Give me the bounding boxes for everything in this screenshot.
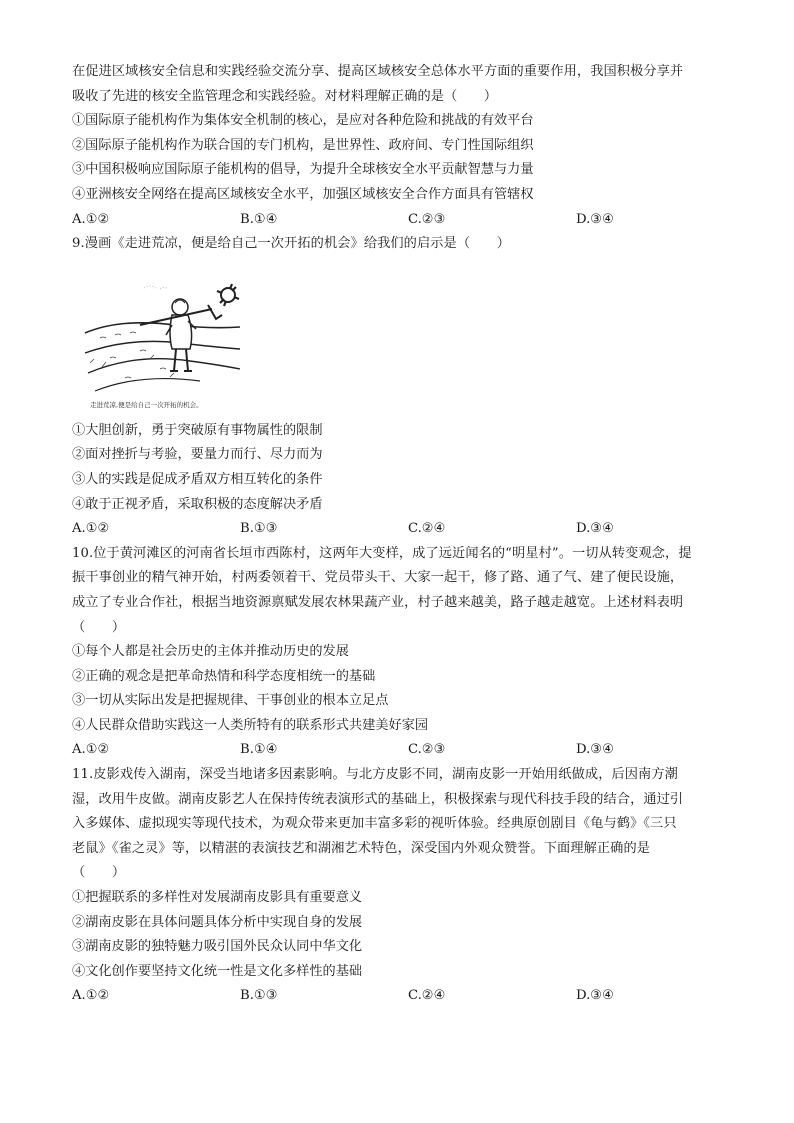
question-11-option: ①把握联系的多样性对发展湖南皮影具有重要意义 xyxy=(72,890,363,906)
question-10 xyxy=(72,542,724,763)
sun-icon xyxy=(217,284,239,306)
question-9-option: ②面对挫折与考验，要量力而行、尽力而为 xyxy=(72,447,323,463)
choice-c: C.②④ xyxy=(408,521,446,537)
question-9-option: ③人的实践是促成矛盾双方相互转化的条件 xyxy=(72,471,323,487)
question-8-choices xyxy=(72,208,724,233)
question-10-stem-line: （ ） xyxy=(72,619,126,635)
question-9-choices xyxy=(72,517,724,542)
choice-b: B.①④ xyxy=(240,211,278,227)
question-10-option: ①每个人都是社会历史的主体并推动历史的发展 xyxy=(72,644,349,660)
choice-d: D.③④ xyxy=(576,988,614,1004)
question-8-option: ①国际原子能机构作为集体安全机制的核心，是应对各种危险和挑战的有效平台 xyxy=(72,113,534,129)
question-8-option: ③中国积极响应国际原子能机构的倡导，为提升全球核安全水平贡献智慧与力量 xyxy=(72,162,534,178)
question-11-option: ④文化创作要坚持文化统一性是文化多样性的基础 xyxy=(72,963,363,979)
question-9 xyxy=(72,232,724,542)
exam-page xyxy=(72,60,724,1009)
question-11-stem-line: （ ） xyxy=(72,865,126,881)
choice-a: A.①② xyxy=(72,521,110,537)
choice-b: B.①③ xyxy=(240,988,278,1004)
question-11-stem-line: 湿，改用牛皮做。湖南皮影艺人在保持传统表演形式的基础上，积极探索与现代科技手段的结合，通过引 xyxy=(72,791,684,807)
question-11-option: ③湖南皮影的独特魅力吸引国外民众认同中华文化 xyxy=(72,939,363,955)
question-9-stem-line: 9.漫画《走进荒凉，便是给自己一次开拓的机会》给我们的启示是（ ） xyxy=(72,236,510,252)
question-11-choices xyxy=(72,984,724,1009)
question-8-option: ④亚洲核安全网络在提高区域核安全水平，加强区域核安全合作方面具有管辖权 xyxy=(72,186,534,202)
question-8 xyxy=(72,60,724,232)
question-9-option: ①大胆创新，勇于突破原有事物属性的限制 xyxy=(72,422,323,438)
question-10-option: ②正确的观念是把革命热情和科学态度相统一的基础 xyxy=(72,668,376,684)
choice-c: C.②③ xyxy=(408,211,446,227)
question-11 xyxy=(72,763,724,1009)
question-11-stem-line: 入多媒体、虚拟现实等现代技术，为观众带来更加丰富多彩的视听体验。经典原创剧目《龟与鹤》《三只 xyxy=(72,816,677,832)
question-8-stem-line: 吸收了先进的核安全监管理念和实践经验。对材料理解正确的是（ ） xyxy=(72,88,498,104)
question-10-stem-line: 10.位于黄河滩区的河南省长垣市西陈村，这两年大变样，成了远近闻名的“明星村”。一切从转变观念，提 xyxy=(72,545,692,561)
question-10-stem-line: 成立了专业合作社，根据当地资源禀赋发展农林果蔬产业，村子越来越美，路子越走越宽。上述材料表明 xyxy=(72,594,684,610)
question-10-option: ③一切从实际出发是把握规律、干事创业的根本立足点 xyxy=(72,693,389,709)
question-10-stem-line: 振干事创业的精气神开始，村两委领着干、党员带头干、大家一起干，修了路、通了气、建了便民设施， xyxy=(72,570,684,586)
question-10-choices xyxy=(72,738,724,763)
choice-c: C.②④ xyxy=(408,988,446,1004)
question-11-stem-line: 老鼠》《雀之灵》等，以精湛的表演技艺和湖湘艺术特色，深受国内外观众赞誉。下面理解正确的是 xyxy=(72,840,651,856)
choice-a: A.①② xyxy=(72,988,110,1004)
choice-d: D.③④ xyxy=(576,521,614,537)
question-11-option: ②湖南皮影在具体问题具体分析中实现自身的发展 xyxy=(72,914,363,930)
cartoon-caption: 走进荒凉,便是给自己一次开拓的机会。 xyxy=(90,400,203,409)
choice-b: B.①③ xyxy=(240,521,278,537)
choice-a: A.①② xyxy=(72,211,110,227)
question-10-option: ④人民群众借助实践这一人类所特有的联系形式共建美好家园 xyxy=(72,717,429,733)
choice-d: D.③④ xyxy=(576,211,614,227)
question-9-option: ④敢于正视矛盾，采取积极的态度解决矛盾 xyxy=(72,496,323,512)
choice-d: D.③④ xyxy=(576,742,614,758)
choice-b: B.①④ xyxy=(240,742,278,758)
cartoon-drawing xyxy=(80,263,240,398)
question-8-option: ②国际原子能机构作为联合国的专门机构，是世界性、政府间、专门性国际组织 xyxy=(72,137,534,153)
question-8-stem-line: 在促进区域核安全信息和实践经验交流分享、提高区域核安全总体水平方面的重要作用，我国积极分享并 xyxy=(72,64,684,79)
cartoon-image xyxy=(80,263,240,413)
question-11-stem-line: 11.皮影戏传入湖南，深受当地诸多因素影响。与北方皮影不同，湖南皮影一开始用纸做成，后因南方潮 xyxy=(72,767,678,783)
choice-a: A.①② xyxy=(72,742,110,758)
choice-c: C.②③ xyxy=(408,742,446,758)
